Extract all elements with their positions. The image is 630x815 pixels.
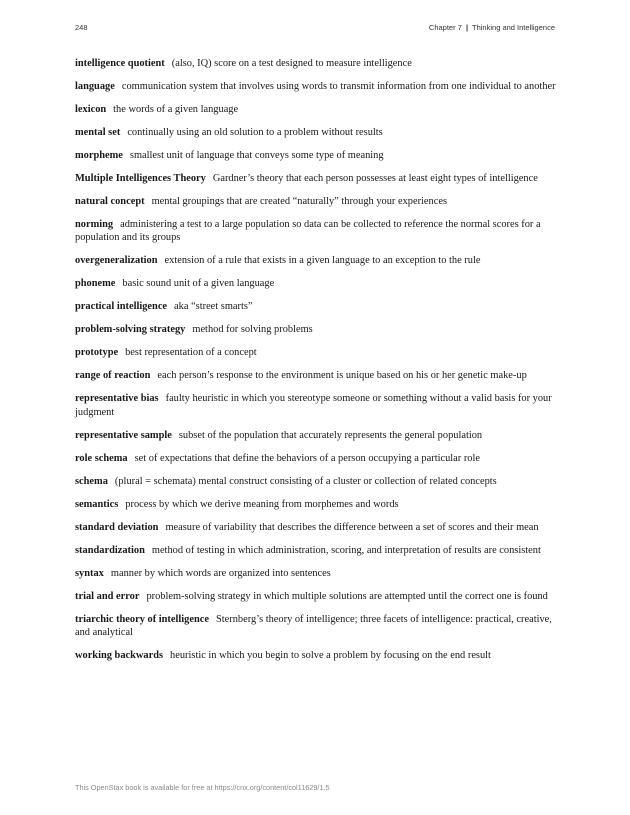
glossary-term: standard deviation — [75, 521, 159, 533]
glossary-definition: Gardner’s theory that each person possesses at least eight types of intelligence — [212, 173, 538, 184]
glossary-entry — [75, 544, 557, 557]
glossary-entry — [75, 452, 557, 465]
glossary-entry — [75, 80, 557, 93]
page-number: 248 — [75, 23, 88, 32]
glossary-term: Multiple Intelligences Theory — [75, 173, 206, 184]
glossary-entry — [75, 567, 557, 580]
glossary-term: prototype — [75, 347, 119, 359]
glossary-term: trial and error — [75, 590, 140, 602]
glossary-entry — [75, 613, 557, 640]
glossary-definition: mental groupings that are created “naturally” through your experiences — [151, 196, 447, 207]
glossary-term: schema — [75, 475, 108, 487]
glossary-definition: (also, IQ) score on a test designed to measure intelligence — [171, 58, 412, 69]
glossary-definition: smallest unit of language that conveys some type of meaning — [129, 150, 384, 161]
glossary-entry — [75, 323, 557, 336]
glossary-term: language — [75, 81, 115, 92]
glossary-entry — [75, 590, 557, 603]
glossary-definition: communication system that involves using words to transmit information from one individual to another — [121, 81, 556, 92]
glossary-term: representative sample — [75, 429, 172, 441]
glossary-definition: aka “street smarts” — [174, 301, 253, 313]
glossary-term: working backwards — [75, 650, 164, 662]
glossary-term: range of reaction — [75, 370, 151, 382]
glossary-term: phoneme — [75, 278, 116, 290]
glossary-definition: heuristic in which you begin to solve a problem by focusing on the end result — [170, 650, 491, 662]
glossary-term: semantics — [75, 498, 119, 510]
glossary-entry — [75, 149, 557, 162]
glossary-entry — [75, 346, 557, 359]
glossary-definition: administering a test to a large population so data can be collected to reference the normal scores for a population and its groups — [75, 219, 541, 244]
glossary-term: practical intelligence — [75, 301, 168, 313]
glossary-definition: the words of a given language — [113, 104, 239, 115]
glossary-definition: Sternberg’s theory of intelligence; three facets of intelligence: practical, creative, and analytical — [75, 613, 552, 639]
glossary-definition: (plural = schemata) mental construct consisting of a cluster or collection of related concepts — [114, 475, 497, 487]
glossary-term: mental set — [75, 127, 121, 138]
glossary-term: standardization — [75, 544, 145, 556]
glossary-definition: manner by which words are organized into sentences — [110, 567, 331, 579]
glossary-entry — [75, 475, 557, 488]
glossary-term: role schema — [75, 452, 128, 464]
glossary-entry — [75, 57, 557, 70]
glossary-term: morpheme — [75, 150, 123, 161]
glossary-definition: problem-solving strategy in which multiple solutions are attempted until the correct one is found — [146, 590, 548, 602]
glossary-entry — [75, 369, 557, 382]
glossary-list — [75, 57, 557, 672]
glossary-term: syntax — [75, 567, 104, 579]
glossary-entry — [75, 649, 557, 662]
glossary-term: intelligence quotient — [75, 58, 165, 69]
glossary-term: natural concept — [75, 196, 145, 207]
glossary-entry — [75, 254, 557, 267]
page-header — [75, 23, 555, 37]
glossary-term: overgeneralization — [75, 255, 158, 267]
glossary-definition: set of expectations that define the behaviors of a person occupying a particular role — [134, 452, 480, 464]
glossary-definition: extension of a rule that exists in a given language to an exception to the rule — [164, 255, 481, 267]
glossary-definition: basic sound unit of a given language — [122, 278, 275, 290]
glossary-definition: continually using an old solution to a problem without results — [127, 127, 383, 138]
glossary-term: representative bias — [75, 393, 159, 405]
glossary-definition: method for solving problems — [192, 324, 313, 336]
glossary-entry — [75, 195, 557, 208]
glossary-entry — [75, 429, 557, 442]
glossary-entry — [75, 392, 557, 419]
glossary-term: problem-solving strategy — [75, 324, 186, 336]
glossary-entry — [75, 300, 557, 313]
glossary-term: triarchic theory of intelligence — [75, 613, 209, 625]
glossary-entry — [75, 126, 557, 139]
chapter-label: Chapter 7 — [428, 23, 462, 32]
glossary-definition: subset of the population that accurately represents the general population — [178, 429, 483, 441]
glossary-definition: measure of variability that describes the difference between a set of scores and their mean — [165, 521, 539, 533]
glossary-definition: each person’s response to the environment is unique based on his or her genetic make-up — [157, 370, 527, 382]
glossary-entry — [75, 521, 557, 534]
glossary-entry — [75, 103, 557, 116]
glossary-entry — [75, 172, 557, 185]
glossary-entry — [75, 498, 557, 511]
running-head-separator: | — [465, 23, 469, 32]
glossary-definition: method of testing in which administration, scoring, and interpretation of results are consistent — [151, 544, 541, 556]
glossary-definition: process by which we derive meaning from morphemes and words — [125, 498, 399, 510]
running-head — [429, 23, 555, 32]
chapter-title: Thinking and Intelligence — [472, 23, 555, 32]
page-footer: This OpenStax book is available for free at https://cnx.org/content/col11629/1.5 — [75, 783, 330, 792]
glossary-entry — [75, 277, 557, 290]
glossary-entry — [75, 218, 557, 245]
glossary-term: lexicon — [75, 104, 107, 115]
glossary-definition: best representation of a concept — [125, 347, 257, 359]
glossary-term: norming — [75, 219, 114, 230]
glossary-definition: faulty heuristic in which you stereotype someone or something without a valid basis for your judgment — [75, 393, 552, 418]
